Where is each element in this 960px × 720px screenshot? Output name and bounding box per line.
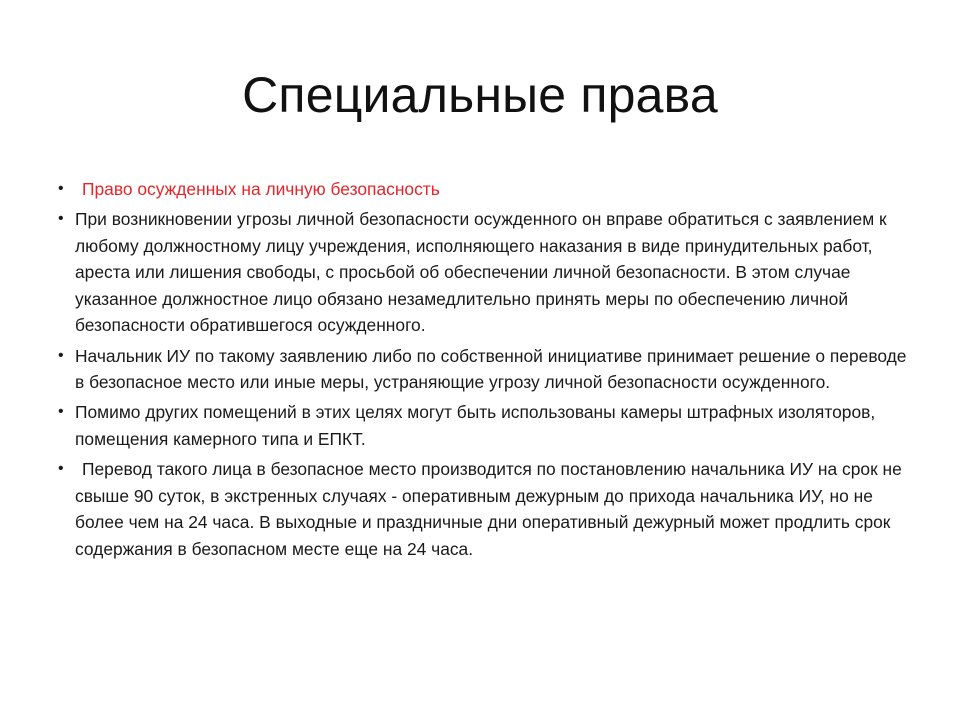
bullet-text: Перевод такого лица в безопасное место производится по постановлению начальника ИУ на срок не свыше 90 суток, в экстренных случаях - оперативным дежурным до прихода начальника ИУ, но не более чем на 24 часа. В выходные и праздничные дни оперативный дежурный может продлить срок содержания в безопасном месте еще на 24 часа.: [75, 458, 902, 559]
bullet-item: [58, 343, 908, 396]
bullet-dot-icon: •: [58, 346, 64, 364]
bullet-item: [58, 456, 908, 562]
bullet-list: [58, 176, 908, 566]
bullet-dot-icon: •: [58, 210, 64, 228]
bullet-item: [58, 176, 908, 203]
bullet-text: Право осужденных на личную безопасность: [82, 179, 440, 199]
bullet-text: Начальник ИУ по такому заявлению либо по собственной инициативе принимает решение о переводе в безопасное место или иные меры, устраняющие угрозу личной безопасности осужденного.: [75, 345, 907, 393]
bullet-dot-icon: •: [58, 459, 64, 477]
bullet-text: При возникновении угрозы личной безопасности осужденного он вправе обратиться с заявлением к любому должностному лицу учреждения, исполняющего наказания в виде принудительных работ, ареста или лишения свободы, с просьбой об обеспечении личной безопасности. В этом случае указанное должностное лицо обязано незамедлительно принять меры по обеспечению личной безопасности обратившегося осужденного.: [75, 209, 887, 336]
bullet-dot-icon: •: [58, 403, 64, 421]
bullet-item: [58, 399, 908, 452]
bullet-item: [58, 206, 908, 339]
bullet-dot-icon: •: [58, 180, 64, 197]
slide-title: Специальные права: [242, 67, 718, 123]
bullet-text: Помимо других помещений в этих целях могут быть использованы камеры штрафных изоляторов, помещения камерного типа и ЕПКТ.: [75, 402, 876, 449]
